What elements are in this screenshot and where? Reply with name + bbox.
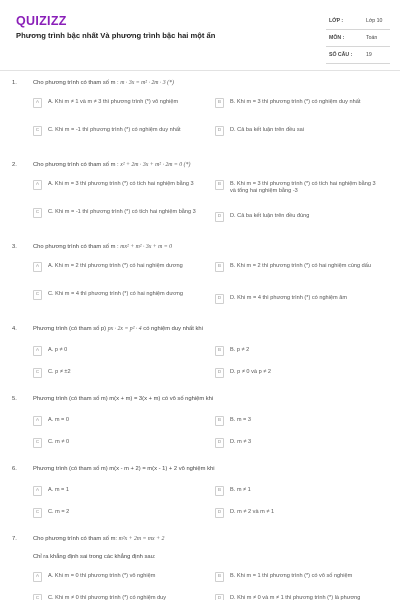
option-letter-box: C (33, 438, 42, 448)
question-stem-end: có nghiệm duy nhất khi (141, 326, 203, 332)
option-letter-box: D (215, 126, 224, 136)
option-text: A. Khi m ≠ 1 và m ≠ 3 thì phương trình (*) vô nghiệm (48, 99, 179, 105)
option-text: A. Khi m = 2 thì phương trình (*) có hai nghiệm dương (48, 263, 183, 269)
option-letter-box: B (215, 98, 224, 108)
question-text (33, 536, 383, 542)
option-text: C. p ≠ ±2 (48, 369, 71, 375)
option-text: D. Cả ba kết luận trên đều sai (230, 127, 305, 133)
option-text: B. Khi m = 3 thì phương trình (*) có nghiệm duy nhất (230, 99, 361, 105)
question-stem: Cho phương trình có tham số m: (33, 536, 119, 542)
option-text: C. Khi m ≠ 0 thì phương trình (*) có nghiệm duy (48, 595, 167, 600)
option-letter-box: B (215, 262, 224, 272)
option-text: D. m ≠ 3 (230, 439, 252, 445)
option-letter-box: A (33, 180, 42, 190)
option-text: A. m = 1 (48, 487, 69, 493)
question-text: Phương trình (có tham số m) m(x - m + 2) = m(x - 1) + 2 vô nghiệm khi (33, 466, 215, 472)
option-text: A. m = 0 (48, 417, 69, 423)
option-text: B. Khi m = 3 thì phương trình (*) có tích hai nghiệm bằng 3 và tổng hai nghiệm bằng -3 (230, 181, 376, 195)
option-text: C. Khi m = 4 thì phương trình (*) có hai nghiệm dương (48, 291, 184, 297)
option-text: C. Khi m = -1 thì phương trình (*) có tích hai nghiệm bằng 3 (48, 209, 196, 215)
meta-value: Lớp 10 (366, 18, 383, 24)
meta-key: LỚP : (329, 18, 344, 24)
option-letter-box: C (33, 594, 42, 600)
question-text (33, 244, 383, 250)
question-number: 5. (12, 396, 17, 402)
option-text: C. Khi m = -1 thì phương trình (*) có nghiệm duy nhất (48, 127, 181, 133)
question-math: px · 2x = p² · 4 (107, 326, 142, 332)
meta-key: SỐ CÂU : (329, 52, 353, 58)
option-text: D. m ≠ 2 và m ≠ 1 (230, 509, 275, 515)
question-math: m²x + 2m = mx + 2 (118, 536, 165, 542)
option-letter-box: A (33, 262, 42, 272)
option-letter-box: D (215, 508, 224, 518)
question-number: 7. (12, 536, 17, 542)
meta-value: Toán (366, 35, 378, 41)
option-text: B. Khi m = 1 thì phương trình (*) có vô số nghiệm (230, 573, 353, 579)
meta-row-subject (326, 30, 390, 47)
option-text: B. p ≠ 2 (230, 347, 250, 353)
question-stem: Cho phương trình có tham số m : (33, 244, 121, 250)
option-letter-box: B (215, 486, 224, 496)
quizizz-logo: QUIZIZZ (16, 14, 67, 28)
question-number: 1. (12, 80, 17, 86)
option-text: D. Cả ba kết luận trên đều đúng (230, 213, 310, 219)
option-letter-box: C (33, 508, 42, 518)
question-math: m · 3x = m² · 2m · 3 (*) (120, 80, 174, 86)
option-letter-box: B (215, 572, 224, 582)
meta-value: 19 (366, 52, 372, 58)
option-letter-box: A (33, 572, 42, 582)
option-letter-box: A (33, 486, 42, 496)
option-letter-box: D (215, 294, 224, 304)
question-text (33, 162, 383, 168)
meta-row-count (326, 47, 390, 64)
question-math: x² + 2m · 3x + m² · 2m = 0 (*) (120, 162, 191, 168)
question-stem: Cho phương trình có tham số m : (33, 162, 121, 168)
option-letter-box: B (215, 346, 224, 356)
option-letter-box: D (215, 438, 224, 448)
option-letter-box: D (215, 212, 224, 222)
option-text: B. Khi m = 2 thì phương trình (*) có hai nghiệm cùng dấu (230, 263, 371, 269)
worksheet-header (0, 0, 400, 68)
question-text: Phương trình (có tham số m) m(x + m) = 3(x + m) có vô số nghiệm khi (33, 396, 214, 402)
option-letter-box: D (215, 368, 224, 378)
question-number: 6. (12, 466, 17, 472)
option-text: A. Khi m = 3 thì phương trình (*) có tích hai nghiệm bằng 3 (48, 181, 194, 187)
option-text: B. m = 3 (230, 417, 251, 423)
option-letter-box: C (33, 126, 42, 136)
option-letter-box: A (33, 346, 42, 356)
question-stem: Phương trình (có tham số p) (33, 326, 108, 332)
option-letter-box: B (215, 180, 224, 190)
option-letter-box: C (33, 290, 42, 300)
meta-row-grade (326, 13, 390, 30)
option-letter-box: D (215, 594, 224, 600)
question-math: mx² + m² · 3x + m = 0 (120, 244, 173, 250)
option-text: D. Khi m = 4 thì phương trình (*) có nghiệm âm (230, 295, 348, 301)
question-stem: Cho phương trình có tham số m : (33, 80, 121, 86)
question-subtext: Chỉ ra khẳng định sai trong các khẳng định sau: (33, 554, 156, 560)
option-text: C. m = 2 (48, 509, 70, 515)
header-divider (0, 70, 400, 71)
option-text: B. m ≠ 1 (230, 487, 251, 493)
option-letter-box: C (33, 368, 42, 378)
option-text: C. m ≠ 0 (48, 439, 70, 445)
question-text (33, 326, 383, 332)
option-text: A. p ≠ 0 (48, 347, 68, 353)
option-letter-box: B (215, 416, 224, 426)
meta-key: MÔN : (329, 35, 345, 41)
question-number: 4. (12, 326, 17, 332)
option-letter-box: A (33, 98, 42, 108)
worksheet-title: Phương trình bậc nhất Và phương trình bậc hai một ẩn (16, 31, 216, 40)
option-letter-box: A (33, 416, 42, 426)
question-number: 3. (12, 244, 17, 250)
question-text (33, 80, 383, 86)
option-text: D. p ≠ 0 và p ≠ 2 (230, 369, 271, 375)
meta-table (326, 13, 390, 64)
option-text: D. Khi m ≠ 0 và m ≠ 1 thì phương trình (*) là phương (230, 595, 361, 600)
option-letter-box: C (33, 208, 42, 218)
question-number: 2. (12, 162, 17, 168)
option-text: A. Khi m = 0 thì phương trình (*) vô nghiệm (48, 573, 156, 579)
